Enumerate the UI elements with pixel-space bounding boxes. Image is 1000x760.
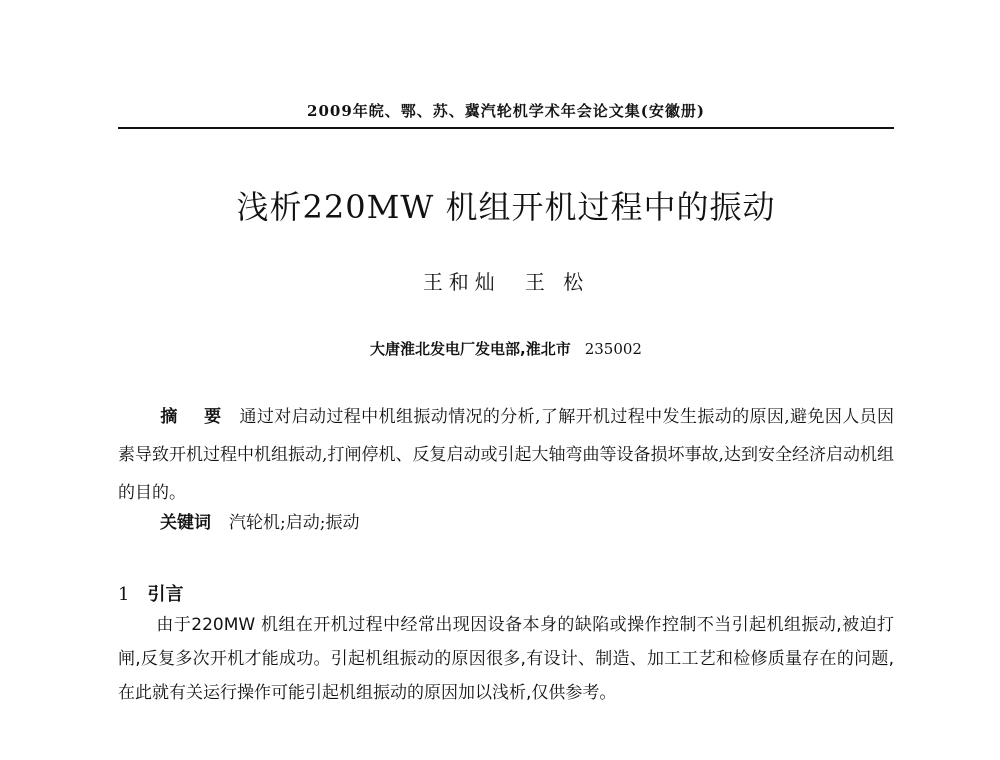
- header-rule: [118, 127, 894, 129]
- abstract: [118, 398, 894, 512]
- running-header: 2009年皖、鄂、苏、冀汽轮机学术年会论文集(安徽册): [307, 102, 705, 120]
- postal-code: 235002: [584, 340, 642, 358]
- section-title: 引言: [147, 584, 184, 605]
- author-name: 王 松: [524, 270, 590, 294]
- affiliation: [120, 338, 892, 359]
- abstract-text: 通过对启动过程中机组振动情况的分析,了解开机过程中发生振动的原因,避免因人员因素导致开机过程中机组振动,打闸停机、反复启动或引起大轴弯曲等设备损坏事故,达到安全经济启动机组的目的。: [118, 407, 894, 503]
- author-name: 王和灿: [422, 270, 501, 294]
- section-heading: [118, 580, 183, 606]
- keywords-label: 关键词: [160, 513, 211, 533]
- body-paragraph-text: 由于220MW 机组在开机过程中经常出现因设备本身的缺陷或操作控制不当引起机组振动,被迫打闸,反复多次开机才能成功。引起机组振动的原因很多,有设计、制造、加工工艺和检修质量存在的问题,在此就有关运行操作可能引起机组振动的原因加以浅析,仅供参考。: [118, 615, 894, 703]
- abstract-label: 摘 要: [160, 407, 232, 427]
- body-paragraph: [118, 608, 894, 710]
- affiliation-text: 大唐淮北发电厂发电部,淮北市: [370, 340, 571, 358]
- paper-title: 浅析220MW 机组开机过程中的振动: [236, 188, 776, 226]
- section-number: 1: [118, 584, 130, 605]
- cutoff-text-line: [150, 748, 510, 760]
- author-list: [120, 266, 892, 295]
- keywords: [160, 508, 359, 538]
- keywords-text: 汽轮机;启动;振动: [229, 513, 360, 533]
